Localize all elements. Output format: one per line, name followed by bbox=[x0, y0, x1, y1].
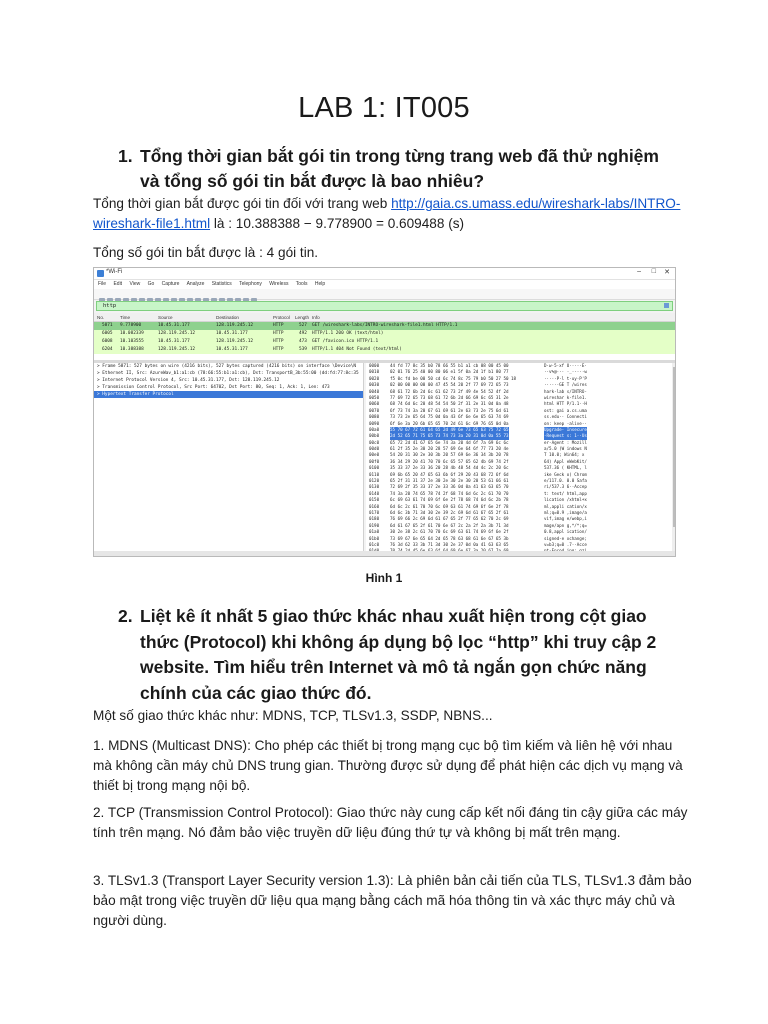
bytes-hex: 35 33 37 2e 33 36 20 28 4b 48 54 4d 4c 2c 20 6c bbox=[390, 465, 509, 471]
bytes-off: 00e0 bbox=[369, 452, 380, 458]
scrollbar-thumb bbox=[673, 367, 676, 527]
bytes-asc: html HTT P/1.1··H bbox=[544, 401, 587, 407]
bytes-asc: 0.8,appl ication/ bbox=[544, 529, 587, 535]
packet-info: GET /wireshark-labs/INTRO-wireshark-file1.html HTTP/1.1 bbox=[312, 323, 458, 328]
bytes-off: 0110 bbox=[369, 471, 380, 477]
bytes-asc: on: keep -alive·· bbox=[544, 420, 587, 426]
col-source: Source bbox=[158, 315, 173, 320]
bytes-asc: ost: gai a.cs.uma bbox=[544, 407, 587, 413]
bytes-hex: 6d 61 67 65 2f 61 70 6e 67 2c 2a 2f 2a 3b 71 3d bbox=[390, 522, 509, 528]
bytes-hex: 76 69 66 2c 69 6d 61 67 65 2f 77 65 62 70 2c 69 bbox=[390, 516, 509, 522]
bytes-off: 01b0 bbox=[369, 535, 380, 541]
packet-destination: 10.45.31.177 bbox=[216, 347, 248, 352]
packet-info: HTTP/1.1 404 Not Found (text/html) bbox=[312, 347, 402, 352]
col-length: Length bbox=[295, 315, 310, 320]
bytes-asc: D·w·5·xf U·····E· bbox=[544, 363, 587, 368]
bytes-hex: 74 3a 20 74 65 78 74 2f 68 74 6d 6c 2c 61 70 70 bbox=[390, 490, 509, 496]
packet-row bbox=[94, 322, 676, 330]
answer-1-count: Tổng số gói tin bắt được là : 4 gói tin. bbox=[93, 245, 319, 260]
packet-protocol: HTTP bbox=[273, 331, 284, 336]
col-protocol: Protocol bbox=[273, 315, 290, 320]
bytes-asc: ······GE T /wires bbox=[544, 382, 587, 388]
bytes-scrollbar bbox=[672, 363, 676, 557]
bytes-off: 00a0 bbox=[369, 426, 380, 432]
apply-filter-icon bbox=[664, 303, 669, 308]
packet-row bbox=[94, 346, 676, 354]
detail-tcp: > Transmission Control Protocol, Src Port: 64702, Dst Port: 80, Seq: 1, Ack: 1, Len: 473 bbox=[97, 385, 330, 390]
col-destination: Destination bbox=[216, 315, 239, 320]
bytes-hex: 6d 6c 2c 61 70 70 6c 69 63 61 74 69 6f 6e 2f 78 bbox=[390, 503, 509, 509]
packet-protocol: HTTP bbox=[273, 339, 284, 344]
document-title: LAB 1: IT005 bbox=[298, 92, 470, 124]
col-info: Info bbox=[312, 315, 320, 320]
bytes-hex: 36 34 29 20 41 70 70 6c 65 57 65 62 4b 69 74 2f bbox=[390, 458, 509, 464]
bytes-hex: 72 69 2f 35 33 37 2e 33 36 0d 0a 41 63 63 65 70 bbox=[390, 484, 509, 490]
bytes-off: 0120 bbox=[369, 478, 380, 484]
wireshark-toolbar bbox=[94, 289, 675, 300]
detail-ethernet: > Ethernet II, Src: AzureWav_b1:a1:cb (78:66:55:b1:a1:cb), Dst: TransportB_3b:55:00 (dd:fd:77:8c:35 bbox=[97, 371, 359, 376]
bytes-hex: 73 69 67 6e 65 64 2d 65 78 63 68 61 6e 67 65 3b bbox=[390, 535, 509, 541]
bytes-off: 00d0 bbox=[369, 446, 380, 452]
packet-source: 128.119.245.12 bbox=[158, 347, 196, 352]
bytes-off: 0190 bbox=[369, 522, 380, 528]
menu-tools: Tools bbox=[295, 281, 308, 287]
packet-row bbox=[94, 338, 676, 346]
bytes-hex: 6f 73 74 3a 20 67 61 69 61 2e 63 73 2e 75 6d 61 bbox=[390, 407, 509, 413]
display-filter-bar bbox=[96, 301, 673, 311]
answer-1-suffix: là : 10.388388 − 9.778900 = 0.609488 (s) bbox=[210, 216, 465, 231]
wireshark-menubar bbox=[94, 280, 675, 289]
answer-1-prefix: Tổng thời gian bắt được gói tin đối với trang web bbox=[93, 196, 392, 211]
bytes-hex: 30 2e 38 2c 61 70 70 6c 69 63 61 74 69 6f 6e 2f bbox=[390, 529, 509, 535]
wireshark-fin-icon bbox=[97, 270, 104, 277]
bytes-off: 0160 bbox=[369, 503, 380, 509]
packet-row bbox=[94, 330, 676, 338]
bytes-asc: mage/apn g,*/*;q= bbox=[544, 522, 587, 528]
packet-time: 10.388388 bbox=[120, 347, 144, 352]
bytes-hex: 2d 52 65 71 75 65 73 74 73 3a 20 31 0d 0a 55 73 bbox=[390, 433, 509, 439]
minimize-icon: – bbox=[637, 268, 641, 275]
menu-file: File bbox=[98, 281, 107, 287]
bytes-hex: 77 69 72 65 73 68 61 72 6b 2d 66 69 6c 65 31 2e bbox=[390, 394, 509, 400]
bytes-asc: e/117.0. 0.0 Safa bbox=[544, 478, 587, 484]
menu-capture: Capture bbox=[161, 281, 180, 287]
bytes-off: 0180 bbox=[369, 516, 380, 522]
bytes-hex: 02 00 00 00 00 00 47 45 54 20 2f 77 69 72 65 73 bbox=[390, 382, 509, 388]
bytes-hex: f5 0c fd be 00 50 cd 6c 74 8c 75 79 b0 50 27 50 18 bbox=[390, 375, 517, 381]
answer-2-item-1: 1. MDNS (Multicast DNS): Cho phép các thiết bị trong mạng cục bộ tìm kiếm và liên hệ với nhau mà không cần máy chủ DNS trung gian. Thường được sử dụng để phát hiện các dịch vụ mạng và thiết bị trong mạng nội bộ. bbox=[93, 738, 683, 793]
menu-analyze: Analyze bbox=[186, 281, 205, 287]
packet-destination: 128.119.245.12 bbox=[216, 323, 254, 328]
figure-caption: Hình 1 bbox=[365, 571, 403, 585]
bytes-asc: ml;q=0.9 ,image/a bbox=[544, 509, 587, 515]
packet-list bbox=[94, 313, 676, 360]
bytes-hex: 69 6b 65 20 47 65 63 6b 6f 29 20 43 68 72 6f 6d bbox=[390, 471, 509, 477]
bytes-off: 0030 bbox=[369, 382, 380, 388]
answer-2-item-2: 2. TCP (Transmission Control Protocol): Giao thức này cung cấp kết nối đáng tin cậy giữa các máy tính trên mạng. Nó đảm bảo việc truyền dữ liệu đúng thứ tự và không bị mất trên mạng. bbox=[93, 805, 688, 840]
bytes-off: 0050 bbox=[369, 394, 380, 400]
bytes-hex: 68 74 6d 6c 20 48 54 54 50 2f 31 2e 31 0d 0a 48 bbox=[390, 401, 509, 407]
bytes-off: 0000 bbox=[369, 363, 380, 368]
wireshark-titlebar bbox=[94, 268, 675, 280]
bytes-off: 00c0 bbox=[369, 439, 380, 445]
packet-destination: 128.119.245.12 bbox=[216, 339, 254, 344]
bytes-asc: v=b3;q=0 .7··Acce bbox=[544, 541, 587, 547]
menu-go: Go bbox=[147, 281, 155, 287]
packet-protocol: HTTP bbox=[273, 323, 284, 328]
bytes-asc: ss.edu·· Connecti bbox=[544, 414, 587, 420]
bytes-asc: ··v%@··· ·_·-···w bbox=[544, 369, 587, 375]
bytes-asc: er-Agent : Mozill bbox=[544, 439, 587, 445]
bytes-hex: 6f 6e 3a 20 6b 65 65 70 2d 61 6c 69 76 65 0d 0a bbox=[390, 420, 509, 426]
detail-frame: > Frame 5871: 527 bytes on wire (4216 bits), 527 bytes captured (4216 bits) on interface \Device\N bbox=[97, 364, 357, 369]
question-2-number: 2. bbox=[118, 606, 133, 626]
bytes-off: 0040 bbox=[369, 388, 380, 394]
packet-length: 527 bbox=[299, 323, 307, 328]
bytes-off: 0060 bbox=[369, 401, 380, 407]
bytes-off: 0010 bbox=[369, 369, 380, 375]
packet-list-header bbox=[94, 313, 676, 322]
packet-no: 6005 bbox=[102, 331, 113, 336]
bytes-hex: 54 20 31 30 2e 30 3b 20 57 69 6e 36 34 3b 20 78 bbox=[390, 452, 509, 458]
answer-2-item-3: 3. TLSv1.3 (Transport Layer Security version 1.3): Là phiên bản cải tiến của TLS, TLSv1.3 đảm bảo bảo mật trong việc truyền dữ liệu qua mạng bằng cách mã hóa thông tin và xác thực máy chủ và người dùng. bbox=[93, 873, 692, 928]
bytes-asc: vif,imag e/webp,i bbox=[544, 516, 587, 522]
packet-no: 6008 bbox=[102, 339, 113, 344]
bytes-asc: 537.36 ( KHTML, l bbox=[544, 465, 587, 471]
bytes-hex: 65 72 2d 41 67 65 6e 74 3a 20 4d 6f 7a 69 6c 6c bbox=[390, 439, 509, 445]
packet-bytes-pane bbox=[366, 363, 676, 557]
bytes-asc: -Request s: 1··Us bbox=[544, 433, 587, 439]
bytes-hex: 44 fd 77 8c 35 b0 78 66 55 b1 a1 cb 08 00 45 00 bbox=[390, 363, 509, 368]
wireshark-screenshot bbox=[93, 267, 676, 557]
col-no: No. bbox=[97, 315, 105, 320]
packet-details-pane bbox=[94, 363, 364, 557]
bytes-asc: 64) Appl eWebKit/ bbox=[544, 458, 587, 464]
answer-1-time bbox=[93, 194, 693, 234]
packet-time: 10.103555 bbox=[120, 339, 144, 344]
bytes-asc: hark-lab s/INTRO- bbox=[544, 388, 587, 394]
bytes-asc: ·····P·l t·uy·P'P bbox=[544, 375, 587, 381]
wireshark-lab-link[interactable]: http://gaia.cs.umass.edu/wireshark-labs/INTRO-wireshark-file1.html bbox=[93, 196, 681, 231]
bytes-off: 0150 bbox=[369, 497, 380, 503]
bytes-hex: 61 2f 35 2e 30 20 28 57 69 6e 64 6f 77 73 20 4e bbox=[390, 446, 509, 452]
question-1 bbox=[118, 144, 678, 194]
packet-protocol: HTTP bbox=[273, 347, 284, 352]
bytes-off: 00b0 bbox=[369, 433, 380, 439]
menu-help: Help bbox=[314, 281, 326, 287]
bytes-off: 0140 bbox=[369, 490, 380, 496]
bytes-hex: 73 73 2e 65 64 75 0d 0a 43 6f 6e 6e 65 63 74 69 bbox=[390, 414, 509, 420]
wireshark-window-title: *Wi-Fi bbox=[106, 269, 123, 275]
bytes-asc: ike Geck o) Chrom bbox=[544, 471, 587, 477]
menu-wireless: Wireless bbox=[269, 281, 289, 287]
detail-ipv4: > Internet Protocol Version 4, Src: 10.45.31.177, Dst: 128.119.245.12 bbox=[97, 378, 280, 383]
packet-time: 9.778900 bbox=[120, 323, 142, 328]
bytes-hex: 65 2f 31 31 37 2e 30 2e 30 2e 30 20 53 61 66 61 bbox=[390, 478, 509, 484]
bytes-hex: 6c 69 63 61 74 69 6f 6e 2f 78 68 74 6d 6c 2b 78 bbox=[390, 497, 509, 503]
bytes-asc: T 10.0; Win64; x bbox=[544, 452, 585, 458]
bytes-off: 01a0 bbox=[369, 529, 380, 535]
packet-length: 492 bbox=[299, 331, 307, 336]
packet-source: 128.119.245.12 bbox=[158, 331, 196, 336]
question-1-text: Tổng thời gian bắt gói tin trong từng trang web đã thử nghiệm và tổng số gói tin bắt được là bao nhiêu? bbox=[140, 146, 659, 191]
bytes-off: 0170 bbox=[369, 509, 380, 515]
close-icon: ✕ bbox=[664, 269, 670, 276]
bytes-off: 0100 bbox=[369, 465, 380, 471]
display-filter-text: http bbox=[103, 303, 117, 309]
packet-no: 5871 bbox=[102, 323, 113, 328]
packet-length: 539 bbox=[299, 347, 307, 352]
bytes-off: 0080 bbox=[369, 414, 380, 420]
bytes-off: 0090 bbox=[369, 420, 380, 426]
bytes-asc: Upgrade- Insecure bbox=[544, 426, 587, 432]
packet-source: 10.45.31.177 bbox=[158, 323, 190, 328]
bytes-off: 0070 bbox=[369, 407, 380, 413]
menu-telephony: Telephony bbox=[239, 281, 262, 287]
bytes-off: 00f0 bbox=[369, 458, 380, 464]
bytes-asc: a/5.0 (W indows N bbox=[544, 446, 587, 452]
bytes-asc: wireshar k-file1. bbox=[544, 394, 587, 400]
status-bar bbox=[94, 551, 676, 556]
packet-time: 10.082339 bbox=[120, 331, 144, 336]
bytes-asc: t: text/ html,app bbox=[544, 490, 587, 496]
packet-no: 6204 bbox=[102, 347, 113, 352]
col-time: Time bbox=[120, 315, 131, 320]
bytes-asc: ri/537.3 6··Accep bbox=[544, 484, 587, 490]
bytes-off: 01c0 bbox=[369, 541, 380, 547]
bytes-hex: 55 70 67 72 61 64 65 2d 49 6e 73 65 63 75 72 65 bbox=[390, 426, 509, 432]
packet-destination: 10.45.31.177 bbox=[216, 331, 248, 336]
packet-length: 473 bbox=[299, 339, 307, 344]
packet-info: HTTP/1.1 200 OK (text/html) bbox=[312, 331, 384, 336]
bytes-hex: 02 01 76 25 40 00 80 06 e1 5f 0a 2d 1f b1 80 77 bbox=[390, 369, 509, 375]
packet-info: GET /favicon.ico HTTP/1.1 bbox=[312, 339, 379, 344]
menu-view: View bbox=[129, 281, 141, 287]
bytes-asc: lication /xhtml+x bbox=[544, 497, 587, 503]
bytes-asc: signed-e xchange; bbox=[544, 535, 587, 541]
maximize-icon: □ bbox=[651, 268, 656, 275]
menu-statistics: Statistics bbox=[211, 281, 232, 287]
bytes-off: 0020 bbox=[369, 375, 380, 381]
answer-2-intro: Một số giao thức khác như: MDNS, TCP, TLSv1.3, SSDP, NBNS... bbox=[93, 708, 493, 723]
bytes-hex: 76 3d 62 33 3b 71 3d 30 2e 37 0d 0a 41 63 63 65 bbox=[390, 541, 509, 547]
question-1-number: 1. bbox=[118, 146, 133, 166]
question-2 bbox=[118, 604, 678, 706]
bytes-hex: 68 61 72 6b 2d 6c 61 62 73 2f 49 4e 54 52 4f 2d bbox=[390, 388, 509, 394]
bytes-hex: 6d 6c 3b 71 3d 30 2e 39 2c 69 6d 61 67 65 2f 61 bbox=[390, 509, 509, 515]
bytes-off: 0130 bbox=[369, 484, 380, 490]
question-2-text: Liệt kê ít nhất 5 giao thức khác nhau xuất hiện trong cột giao thức (Protocol) khi không áp dụng bộ lọc “http” khi truy cập 2 website. Tìm hiểu trên Internet và mô tả ngắn gọn chức năng chính của các giao thức đó. bbox=[140, 606, 657, 703]
detail-http: > Hypertext Transfer Protocol bbox=[94, 391, 363, 398]
bytes-asc: ml,appli cation/x bbox=[544, 503, 587, 509]
packet-source: 10.45.31.177 bbox=[158, 339, 190, 344]
menu-edit: Edit bbox=[113, 281, 123, 287]
